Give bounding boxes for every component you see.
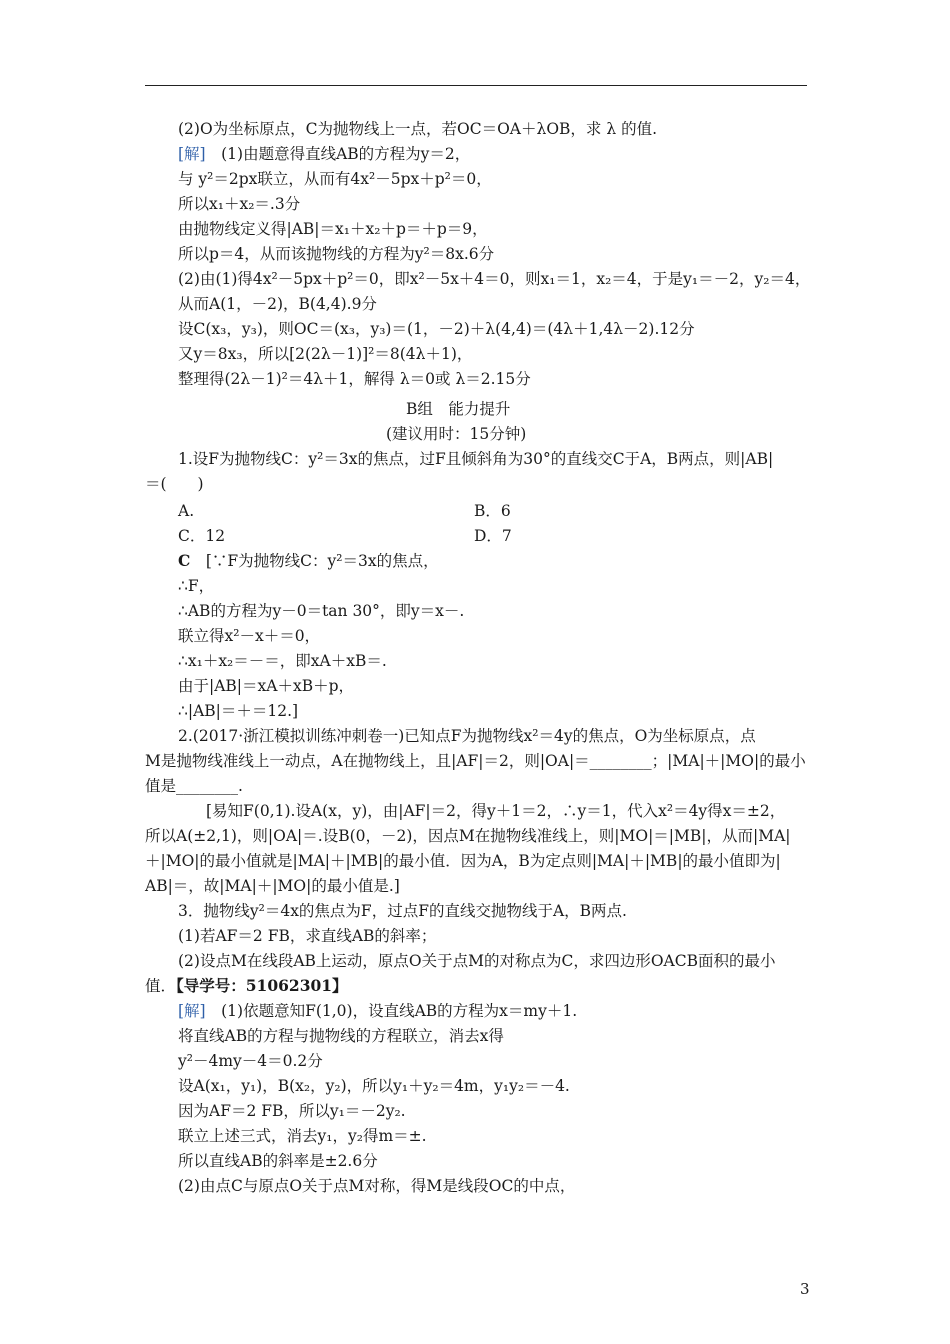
text-line: 值．【导学号：51062301】 (145, 976, 348, 995)
text-line: 由于|AB|＝xA＋xB＋p， (178, 677, 355, 695)
text-line: (2)O为坐标原点，C为抛物线上一点，若OC＝OA＋λOB，求 λ 的值. (178, 120, 658, 138)
text-line: 所以x₁＋x₂＝.3分 (178, 195, 301, 213)
text-line: 联立得x²－x＋＝0， (178, 627, 321, 645)
text-line: M是抛物线准线上一动点，A在抛物线上，且|AF|＝2，则|OA|＝________；|MA|＋|MO|的最小 (145, 752, 806, 770)
text-line: 由抛物线定义得|AB|＝x₁＋x₂＋p＝＋p＝9， (178, 220, 488, 238)
text-line: ＝( ) (145, 475, 204, 493)
text-line: 所以p＝4，从而该抛物线的方程为y²＝8x.6分 (178, 245, 495, 263)
text-line: [解] (1)由题意得直线AB的方程为y＝2， (178, 145, 471, 163)
text-line: C [∵F为抛物线C：y²＝3x的焦点， (178, 551, 439, 570)
text-line: 联立上述三式，消去y₁，y₂得m＝±. (178, 1127, 427, 1145)
text-line: (2)设点M在线段AB上运动，原点O关于点M的对称点为C，求四边形OACB面积的最小 (178, 952, 776, 970)
page-number: 3 (800, 1280, 810, 1298)
text-line: (建议用时：15分钟) (386, 425, 527, 443)
text-line: (1)若AF＝2 FB，求直线AB的斜率； (178, 927, 437, 945)
text-line: A. (178, 502, 195, 520)
text-line: (2)由(1)得4x²－5px＋p²＝0，即x²－5x＋4＝0，则x₁＝1，x₂＝4，于是y₁＝－2，y₂＝4， (178, 270, 811, 288)
text-line: 与 y²＝2px联立，从而有4x²－5px＋p²＝0， (178, 170, 492, 188)
text-line: 所以直线AB的斜率是±2.6分 (178, 1152, 378, 1170)
text-line: [解] (1)依题意知F(1,0)，设直线AB的方程为x＝my＋1. (178, 1002, 578, 1020)
header-rule (145, 85, 807, 86)
text-line: ∴x₁＋x₂＝－＝，即xA＋xB＝. (178, 652, 387, 670)
text-line: 将直线AB的方程与抛物线的方程联立，消去x得 (178, 1027, 504, 1045)
text-line: ∴AB的方程为y－0＝tan 30°，即y＝x－. (178, 602, 465, 620)
text-line: [易知F(0,1).设A(x，y)，由|AF|＝2，得y＋1＝2，∴y＝1，代入x²＝4y得x＝±2， (206, 802, 786, 820)
text-line: ∴|AB|＝＋＝12.] (178, 702, 299, 720)
text-line: ＋|MO|的最小值就是|MA|＋|MB|的最小值．因为A，B为定点则|MA|＋|MB|的最小值即为| (145, 852, 781, 870)
text-line: ∴F， (178, 577, 215, 595)
text-line: 设A(x₁，y₁)，B(x₂，y₂)，所以y₁＋y₂＝4m，y₁y₂＝－4. (178, 1077, 570, 1095)
text-line: 整理得(2λ－1)²＝4λ＋1，解得 λ＝0或 λ＝2.15分 (178, 370, 531, 388)
text-line: 因为AF＝2 FB，所以y₁＝－2y₂. (178, 1102, 406, 1120)
text-line: y²－4my－4＝0.2分 (178, 1052, 323, 1070)
text-line: B组 能力提升 (406, 400, 511, 418)
text-line: 3．抛物线y²＝4x的焦点为F，过点F的直线交抛物线于A，B两点. (178, 902, 627, 920)
text-line: D．7 (474, 527, 512, 545)
text-line: 设C(x₃，y₃)，则OC＝(x₃，y₃)＝(1，－2)＋λ(4,4)＝(4λ＋1,4λ－2).12分 (178, 320, 695, 338)
text-line: 值是________. (145, 777, 243, 795)
text-line: 1.设F为抛物线C：y²＝3x的焦点，过F且倾斜角为30°的直线交C于A，B两点，则|AB| (178, 450, 774, 468)
text-line: B．6 (474, 502, 511, 520)
text-line: 2.(2017·浙江模拟训练冲刺卷一)已知点F为抛物线x²＝4y的焦点，O为坐标原点，点 (178, 727, 756, 745)
text-line: AB|＝，故|MA|＋|MO|的最小值是.] (145, 877, 400, 895)
text-line: C．12 (178, 527, 226, 545)
text-line: 所以A(±2,1)，则|OA|＝.设B(0，－2)，因点M在抛物线准线上，则|MO|＝|MB|，从而|MA| (145, 827, 791, 845)
text-line: (2)由点C与原点O关于点M对称，得M是线段OC的中点， (178, 1177, 576, 1195)
text-line: 又y＝8x₃，所以[2(2λ－1)]²＝8(4λ＋1)， (178, 345, 473, 363)
text-line: 从而A(1，－2)，B(4,4).9分 (178, 295, 377, 313)
